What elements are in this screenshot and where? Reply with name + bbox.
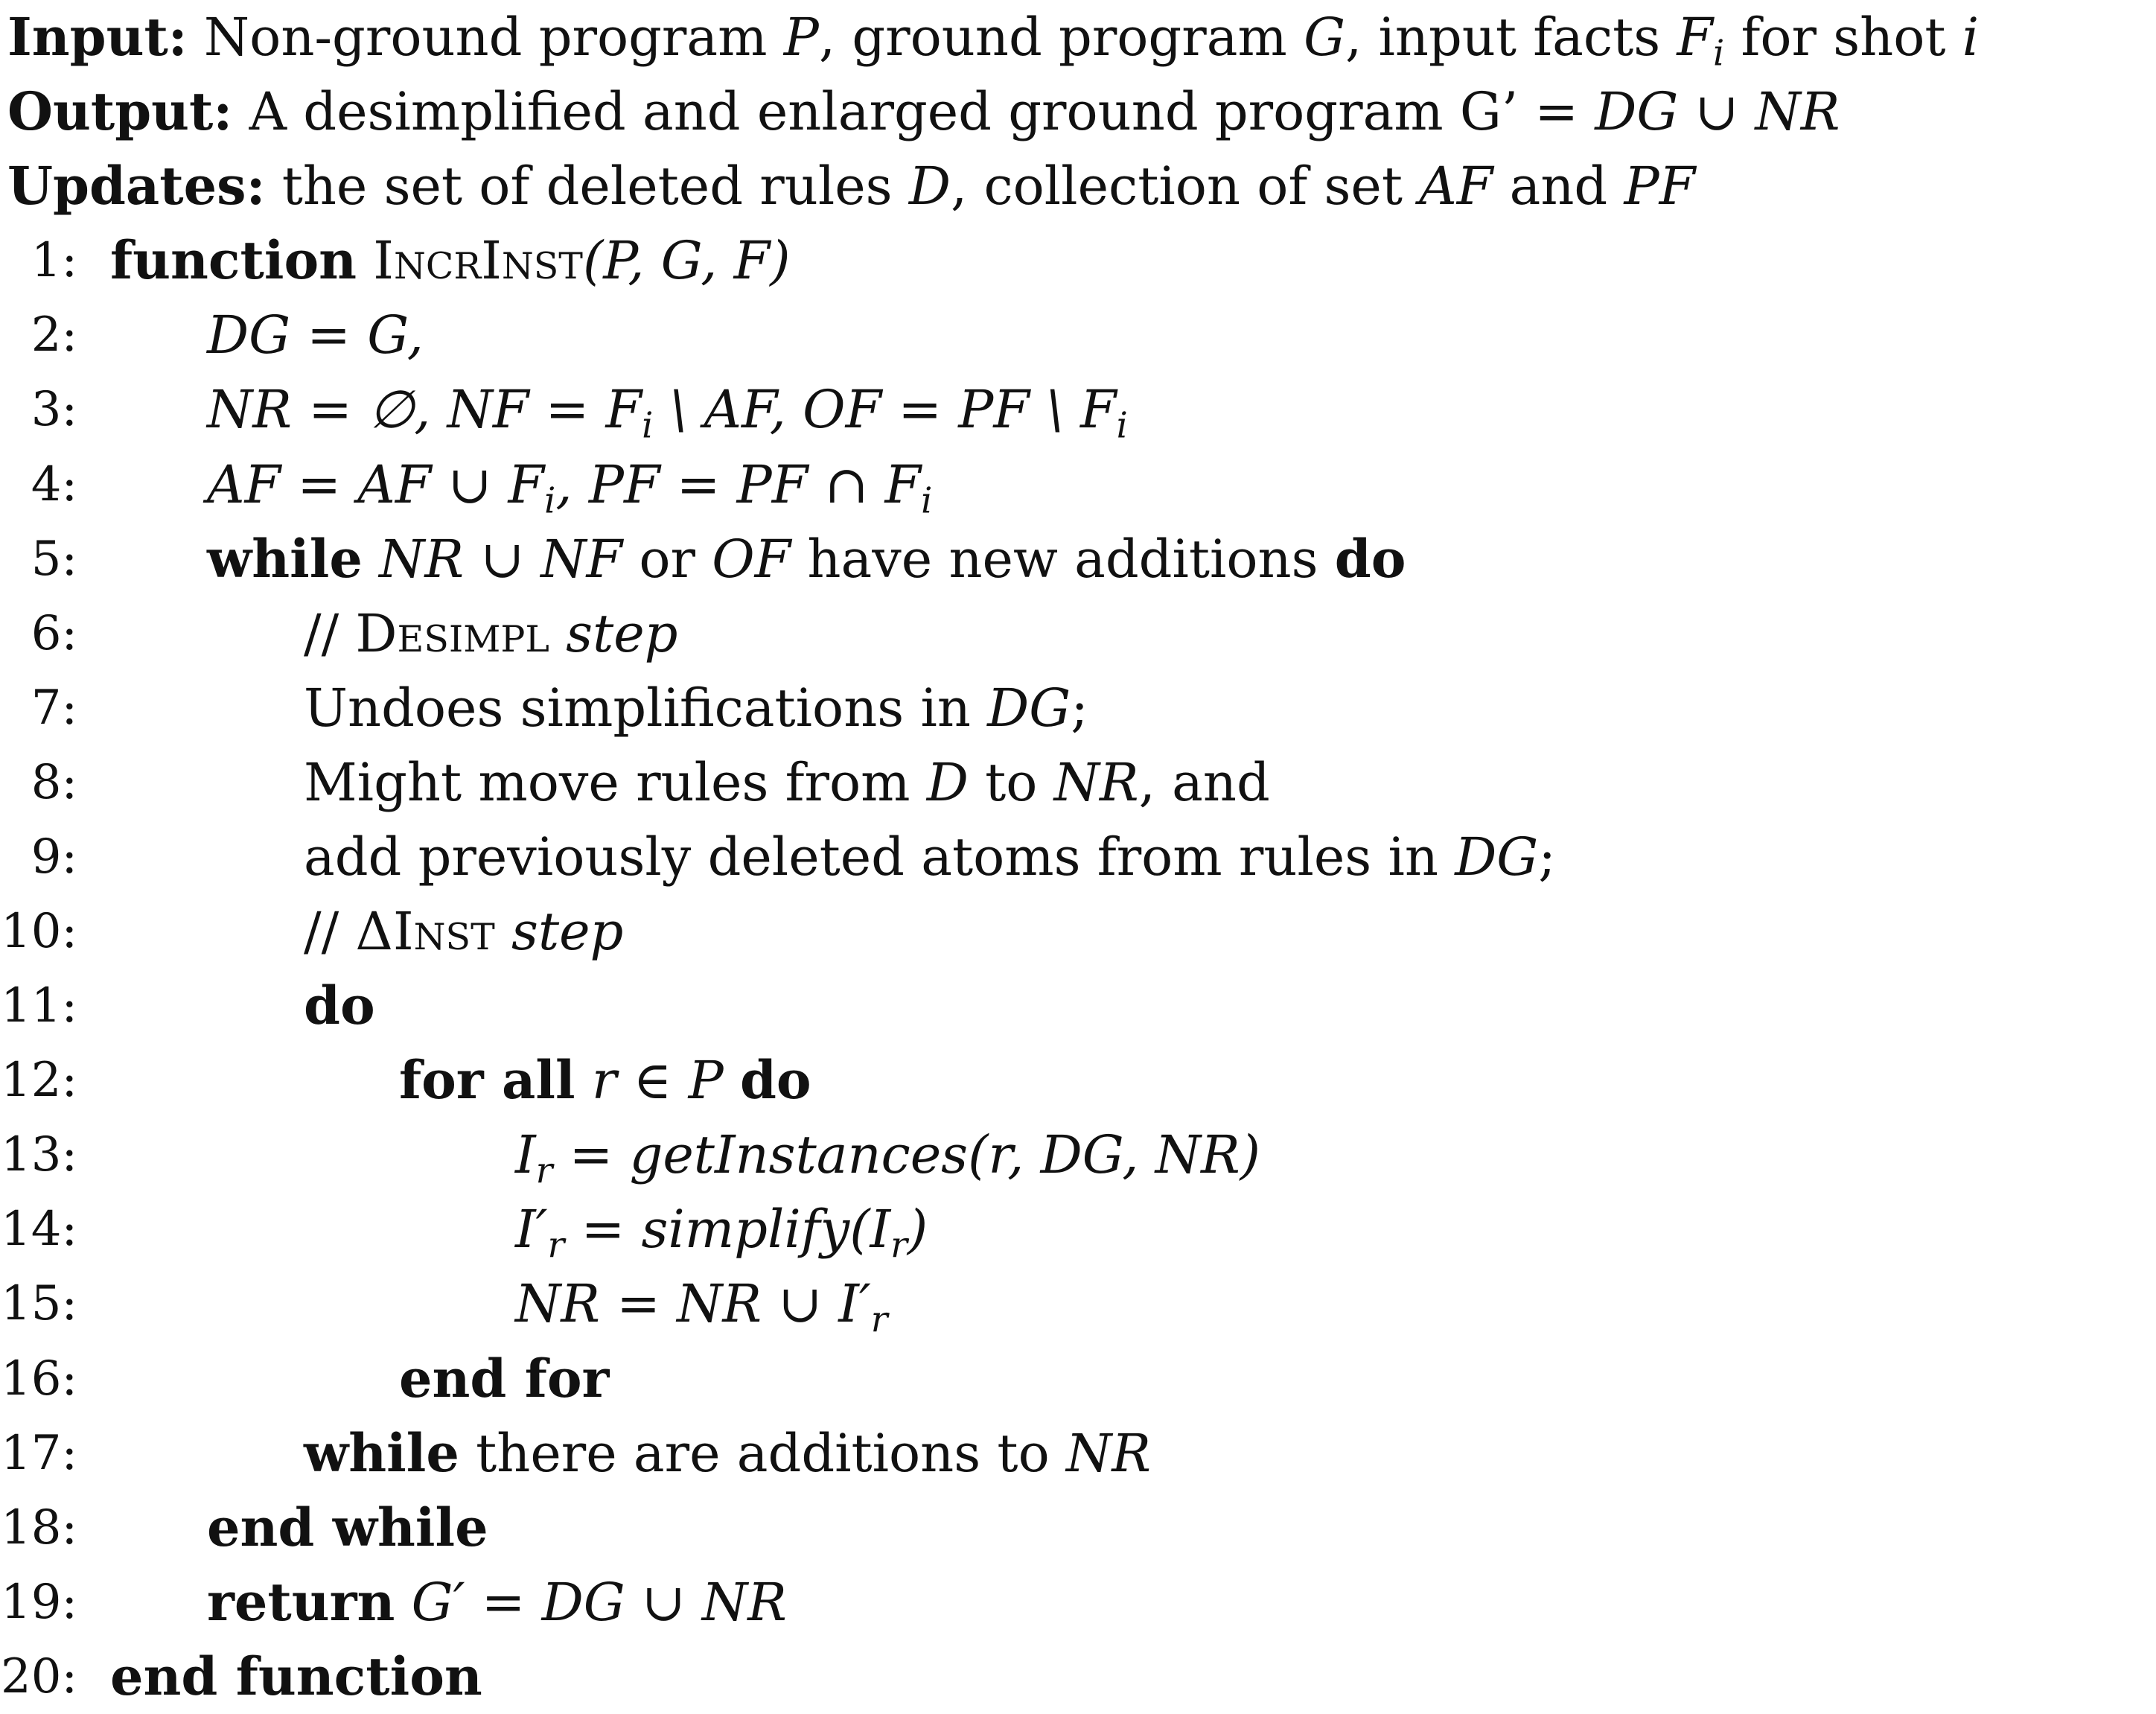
- step-name: Desimpl: [355, 603, 549, 664]
- line-code: [515, 1118, 1260, 1192]
- keyword: do: [739, 1049, 811, 1111]
- input-math-f: F: [1677, 7, 1713, 68]
- math: AF = AF ∪ F: [207, 454, 545, 515]
- math: NR: [1065, 1423, 1151, 1484]
- math: r ∈ P: [575, 1050, 740, 1111]
- line-code: DG = G,: [207, 305, 424, 366]
- comment-text: step: [549, 603, 678, 664]
- output-line: [7, 74, 1840, 149]
- math: \ AF, OF = PF \ F: [653, 379, 1117, 440]
- line-number: 15:: [1, 1276, 77, 1331]
- keyword: while: [207, 528, 363, 590]
- updates-text: and: [1493, 156, 1624, 217]
- line-number: 6:: [31, 606, 77, 661]
- input-label: Input:: [7, 6, 188, 68]
- step-name: Inst: [392, 901, 495, 962]
- math: , PF = PF ∩ F: [555, 454, 922, 515]
- math-sub: r: [547, 1225, 565, 1267]
- line-number: 16:: [1, 1351, 77, 1406]
- text: , and: [1138, 752, 1270, 813]
- line-number: 8:: [31, 755, 77, 810]
- line-code: [304, 745, 1270, 820]
- math: NR ∪ NF: [379, 529, 623, 590]
- line-number: 3:: [31, 382, 77, 437]
- line-code: [304, 671, 1088, 745]
- math-sub: r: [870, 1299, 888, 1341]
- keyword: for all: [399, 1049, 575, 1111]
- keyword: end function: [110, 1645, 482, 1707]
- text: add previously deleted atoms from rules in: [304, 826, 1455, 888]
- input-math-i: i: [1962, 7, 1980, 68]
- math-sub: r: [535, 1150, 553, 1192]
- math: NR: [1053, 752, 1139, 813]
- comment-marker: // Δ: [304, 901, 393, 962]
- math: DG: [1455, 826, 1539, 888]
- line-code: [304, 596, 677, 671]
- updates-math-pf: PF: [1624, 156, 1696, 217]
- line-number: 13:: [1, 1127, 77, 1182]
- comment-marker: //: [304, 603, 356, 664]
- math: D: [926, 752, 969, 813]
- line-number: 11:: [1, 978, 77, 1033]
- input-math-sub: i: [1712, 33, 1725, 74]
- math: = getInstances(r, DG, NR): [552, 1124, 1260, 1185]
- math: OF: [712, 529, 791, 590]
- text: Undoes simplifications in: [304, 678, 988, 739]
- math: = simplify(I: [564, 1199, 891, 1260]
- text: ;: [1071, 678, 1088, 739]
- updates-text: , collection of set: [950, 156, 1420, 217]
- line-code: [399, 1043, 811, 1118]
- updates-line: [7, 149, 1695, 223]
- input-math-p: P: [783, 7, 819, 68]
- line-number: 17:: [1, 1426, 77, 1481]
- keyword: end for: [399, 1348, 610, 1409]
- input-text: for shot: [1724, 7, 1962, 68]
- math: G′ = DG ∪ NR: [395, 1572, 787, 1633]
- line-code: [515, 1192, 928, 1267]
- line-number: 4:: [31, 457, 77, 512]
- line-number: 18:: [1, 1500, 77, 1555]
- line-code: [207, 1565, 787, 1640]
- comment-text: step: [494, 901, 624, 962]
- line-code: [304, 820, 1556, 894]
- keyword: while: [304, 1422, 459, 1484]
- input-text: , ground program: [818, 7, 1304, 68]
- keyword: do: [1334, 528, 1406, 590]
- function-args: (P, G, F): [583, 230, 791, 291]
- output-math: DG ∪ NR: [1595, 81, 1840, 142]
- line-number: 9:: [31, 829, 77, 885]
- line-number: 10:: [1, 904, 77, 959]
- input-text: , input facts: [1345, 7, 1677, 68]
- math: NR = ∅, NF = F: [207, 379, 642, 440]
- updates-math-af: AF: [1419, 156, 1493, 217]
- line-code: [515, 1267, 888, 1341]
- text: to: [968, 752, 1054, 813]
- line-number: 1:: [31, 233, 77, 288]
- math: DG: [987, 678, 1071, 739]
- line-number: 12:: [1, 1053, 77, 1108]
- line-number: 14:: [1, 1202, 77, 1257]
- line-code: [304, 894, 623, 969]
- function-name: IncrInst: [373, 230, 583, 291]
- text: have new additions: [791, 529, 1335, 590]
- keyword: function: [110, 229, 357, 291]
- updates-text: the set of deleted rules: [281, 156, 909, 217]
- keyword: return: [207, 1571, 395, 1633]
- text: there are additions to: [459, 1423, 1066, 1484]
- input-line: [7, 0, 1979, 74]
- output-label: Output:: [7, 80, 233, 142]
- line-number: 19:: [1, 1575, 77, 1630]
- text: ;: [1538, 826, 1556, 888]
- line-code: [304, 1416, 1151, 1491]
- math: NR = NR ∪ I′: [515, 1273, 871, 1334]
- updates-math-d: D: [908, 156, 951, 217]
- input-math-g: G: [1304, 7, 1345, 68]
- math: ): [907, 1199, 928, 1260]
- input-text: Non-ground program: [203, 7, 784, 68]
- text: or: [622, 529, 712, 590]
- line-code: [110, 223, 791, 298]
- text: Might move rules from: [304, 752, 927, 813]
- line-code: NR = ∅, NF = $F_i$ \ AF, OF = PF \ $F_i$: [207, 379, 1128, 447]
- math: I′: [515, 1199, 548, 1260]
- line-number: 2:: [31, 308, 77, 363]
- keyword: do: [304, 975, 375, 1036]
- math: I: [515, 1124, 536, 1185]
- line-code: [207, 522, 1406, 596]
- line-number: 5:: [31, 532, 77, 587]
- line-number: 20:: [1, 1649, 77, 1704]
- output-text: A desimplified and enlarged ground program G’ =: [249, 81, 1595, 142]
- math-sub: r: [890, 1225, 908, 1267]
- line-number: 7:: [31, 681, 77, 736]
- keyword: end while: [207, 1497, 488, 1558]
- line-code: AF = AF ∪ $F_i$, PF = PF ∩ $F_i$: [207, 454, 933, 522]
- updates-label: Updates:: [7, 155, 266, 217]
